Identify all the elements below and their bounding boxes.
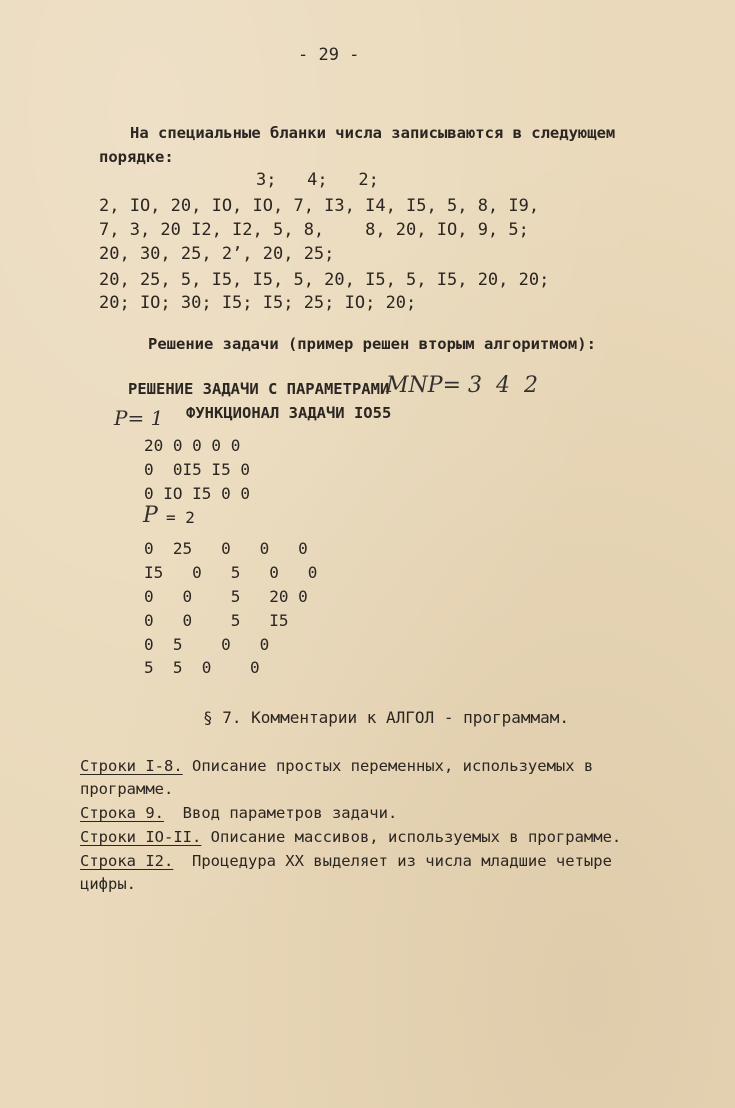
comment-label: Строка I2. <box>80 852 174 870</box>
comment-text: Описание простых переменных, используемых в <box>182 757 594 775</box>
matrix-row: I5 0 5 0 0 <box>144 563 318 582</box>
handwritten-p2: P <box>143 503 158 528</box>
section-title: § 7. Комментарии к АЛГОЛ - программам. <box>203 708 570 727</box>
result-header: РЕШЕНИЕ ЗАДАЧИ С ПАРАМЕТРАМИ <box>128 380 390 398</box>
handwritten-p1: P= 1 <box>114 406 164 430</box>
matrix-row: 5 5 0 0 <box>144 658 260 677</box>
intro-text-line2: порядке: <box>99 148 174 166</box>
comment-continuation: программе. <box>80 780 174 798</box>
numbers-row: 20, 30, 25, 2ʼ, 20, 25; <box>99 244 335 264</box>
comment-line <box>80 828 621 846</box>
matrix-row: 0 IO I5 0 0 <box>144 484 250 503</box>
p2-value: = 2 <box>166 508 195 527</box>
numbers-row: 20; IO; 30; I5; I5; 25; IO; 20; <box>99 293 417 313</box>
intro-text-line1: На специальные бланки числа записываются в следующем <box>130 124 616 142</box>
comment-label: Строки I-8. <box>80 757 183 775</box>
comment-text: Процедура XX выделяет из числа младшие четыре <box>173 852 612 870</box>
comment-text: Описание массивов, используемых в программе. <box>201 828 622 846</box>
comment-label: Строка 9. <box>80 804 164 822</box>
comment-text: Ввод параметров задачи. <box>164 804 398 822</box>
solution-label: Решение задачи (пример решен вторым алгоритмом): <box>148 335 596 353</box>
numbers-row: 20, 25, 5, I5, I5, 5, 20, I5, 5, I5, 20, 20; <box>99 270 550 290</box>
comment-line <box>80 757 593 775</box>
matrix-row: 0 0I5 I5 0 <box>144 460 250 479</box>
function-header: ФУНКЦИОНАЛ ЗАДАЧИ IO55 <box>186 404 392 422</box>
matrix-row: 0 25 0 0 0 <box>144 539 308 558</box>
comment-continuation: цифры. <box>80 875 136 893</box>
matrix-row: 0 0 5 I5 <box>144 611 289 630</box>
comment-label: Строки IO-II. <box>80 828 202 846</box>
comment-line <box>80 852 612 870</box>
comment-line <box>80 804 397 822</box>
numbers-row: 2, IO, 20, IO, IO, 7, I3, I4, I5, 5, 8, I9, <box>99 196 540 216</box>
handwritten-params: MNP= 3 4 2 <box>386 373 538 398</box>
matrix-row: 20 0 0 0 0 <box>144 436 241 455</box>
numbers-row: 3; 4; 2; <box>256 170 379 190</box>
numbers-row: 7, 3, 20 I2, I2, 5, 8, 8, 20, IO, 9, 5; <box>99 220 529 240</box>
matrix-row: 0 0 5 20 0 <box>144 587 308 606</box>
matrix-row: 0 5 0 0 <box>144 635 270 654</box>
page-number: - 29 - <box>298 45 360 65</box>
